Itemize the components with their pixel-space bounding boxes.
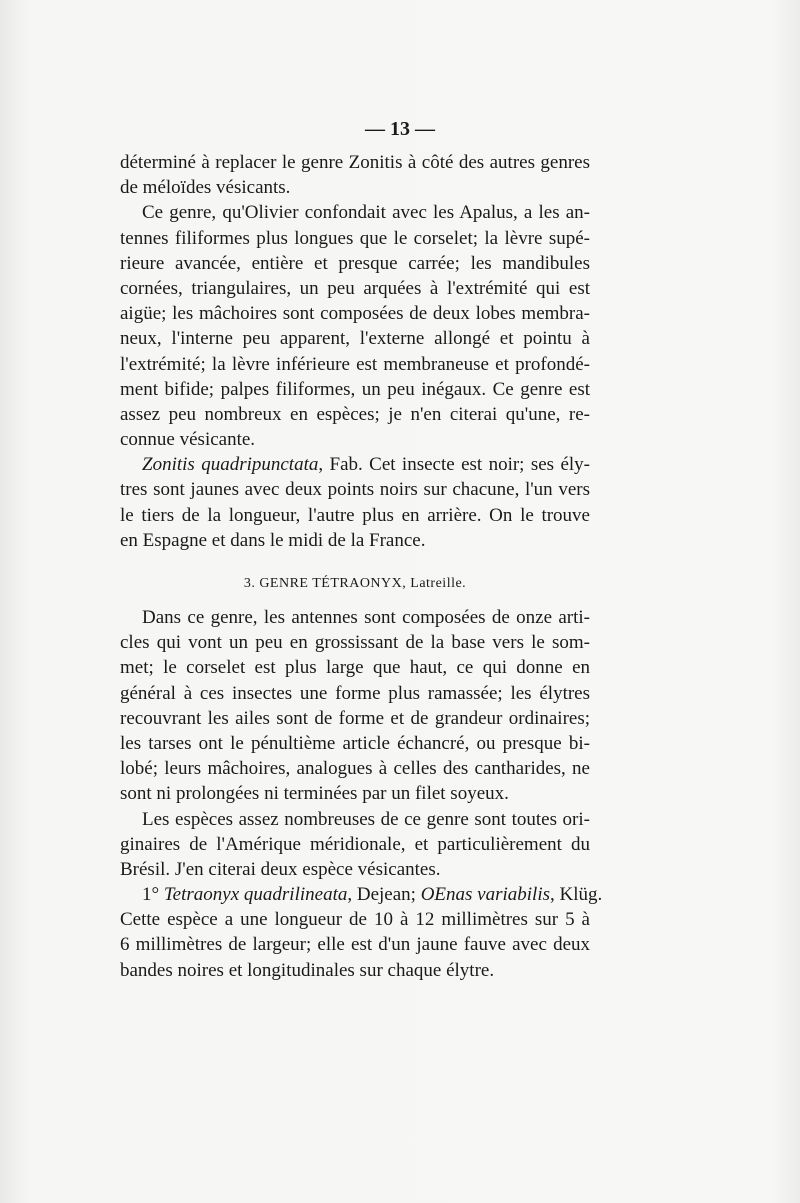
text-line: cornées, triangulaires, un peu arquées à l'extrémité qui est bbox=[120, 277, 590, 299]
text-line: Ce genre, qu'Olivier confondait avec les Apalus, a les an- bbox=[142, 202, 590, 224]
text-line: cles qui vont un peu en grossissant de la base vers le som- bbox=[120, 632, 590, 654]
text-fragment: , Fab. Cet insecte est noir; ses ély- bbox=[318, 454, 590, 476]
species-name: Zonitis quadripunctata bbox=[142, 454, 319, 476]
text-line: de méloïdes vésicants. bbox=[120, 177, 291, 199]
text-line: assez peu nombreux en espèces; je n'en citerai qu'une, re- bbox=[120, 403, 590, 425]
text-line: l'extrémité; la lèvre inférieure est membraneuse et profondé- bbox=[120, 353, 590, 375]
text-fragment: , Klüg. bbox=[550, 884, 603, 906]
text-line: sont ni prolongées ni terminées par un filet soyeux. bbox=[120, 783, 509, 805]
text-line: Dans ce genre, les antennes sont composées de onze arti- bbox=[142, 607, 590, 628]
text-line: en Espagne et dans le midi de la France. bbox=[120, 529, 426, 551]
text-line: ginaires de l'Amérique méridionale, et particulièrement du bbox=[120, 833, 590, 855]
text-line: bandes noires et longitudinales sur chaque élytre. bbox=[120, 959, 495, 981]
text-line: Brésil. J'en citerai deux espèce vésicantes. bbox=[120, 858, 441, 880]
text-fragment: 1° bbox=[142, 884, 164, 906]
text-line: ment bifide; palpes filiformes, un peu inégaux. Ce genre est bbox=[120, 378, 590, 400]
body-text bbox=[120, 150, 603, 983]
text-line: Cette espèce a une longueur de 10 à 12 millimètres sur 5 à bbox=[120, 909, 590, 931]
species-name: OEnas variabilis bbox=[420, 884, 550, 906]
text-line bbox=[120, 882, 603, 907]
text-line: lobé; leurs mâchoires, analogues à celles des cantharides, ne bbox=[120, 758, 590, 780]
text-line: recouvrant les ailes sont de forme et de grandeur ordinaires; bbox=[120, 707, 590, 729]
text-line: déterminé à replacer le genre Zonitis à côté des autres genres bbox=[120, 152, 590, 173]
text-line: neux, l'interne peu apparent, l'externe allongé et pointu à bbox=[120, 328, 590, 350]
text-line: Les espèces assez nombreuses de ce genre sont toutes ori- bbox=[142, 808, 590, 830]
text-line: met; le corselet est plus large que haut, ce qui donne en bbox=[120, 657, 590, 679]
text-line: aigüe; les mâchoires sont composées de deux lobes membra- bbox=[120, 303, 590, 325]
text-line: général à ces insectes une forme plus ramassée; les élytres bbox=[120, 682, 590, 704]
text-line bbox=[120, 452, 590, 477]
text-line: tennes filiformes plus longues que le corselet; la lèvre supé- bbox=[120, 227, 590, 249]
section-heading: 3. GENRE TÉTRAONYX, Latreille. bbox=[243, 576, 467, 591]
text-line: connue vésicante. bbox=[120, 429, 256, 451]
text-line: les tarses ont le pénultième article échancré, ou presque bi- bbox=[120, 732, 590, 754]
species-name: Tetraonyx quadrilineata bbox=[163, 884, 348, 906]
text-line: rieure avancée, entière et presque carrée; les mandibules bbox=[120, 252, 590, 274]
text-line: le tiers de la longueur, l'autre plus en arrière. On le trouve bbox=[120, 504, 590, 526]
text-line: 6 millimètres de largeur; elle est d'un jaune fauve avec deux bbox=[120, 934, 590, 956]
text-line: tres sont jaunes avec deux points noirs sur chacune, l'un vers bbox=[120, 479, 590, 501]
text-fragment: , Dejean; bbox=[347, 884, 421, 906]
page-number: — 13 — bbox=[365, 118, 435, 140]
